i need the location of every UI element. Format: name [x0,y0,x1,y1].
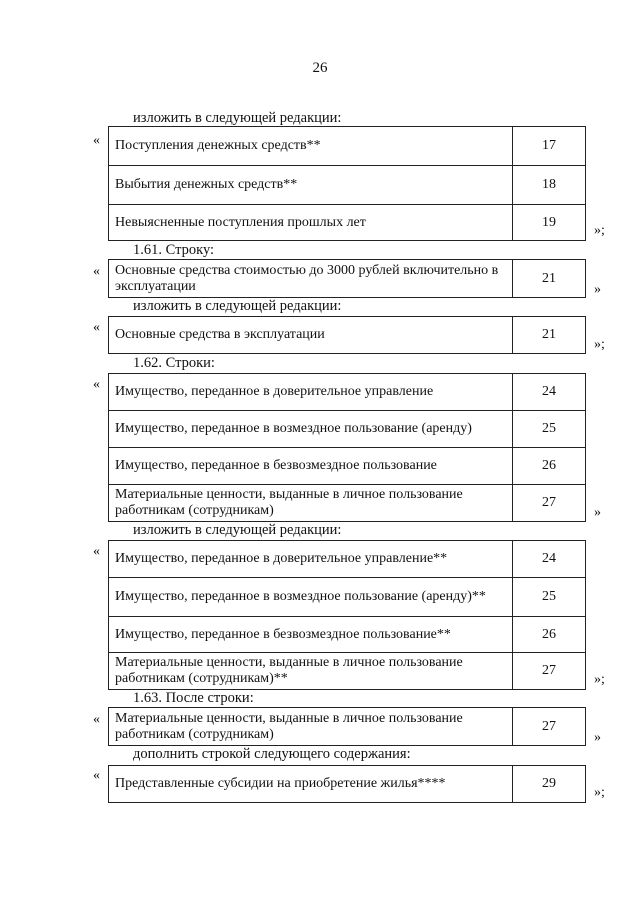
row-name: Имущество, переданное в доверительное управление [109,374,513,411]
row-code: 25 [513,578,586,617]
row-name: Имущество, переданное в доверительное управление** [109,541,513,578]
table-row [109,448,586,485]
instruction-3: изложить в следующей редакции: [133,298,342,314]
row-name: Основные средства стоимостью до 3000 рублей включительно в эксплуатации [109,260,513,298]
table-row [109,166,586,205]
open-quote-1: « [93,133,100,148]
row-name: Представленные субсидии на приобретение жилья**** [109,766,513,803]
open-quote-3: « [93,320,100,335]
row-code: 27 [513,708,586,746]
row-code: 26 [513,448,586,485]
instruction-2: 1.61. Строку: [133,242,215,258]
row-code: 26 [513,617,586,653]
row-name: Имущество, переданное в возмездное пользование (аренду) [109,411,513,448]
open-quote-6: « [93,712,100,727]
instruction-1: изложить в следующей редакции: [133,110,342,126]
open-quote-7: « [93,768,100,783]
row-code: 19 [513,205,586,241]
table-row [109,485,586,522]
table-3 [108,316,586,354]
table-7 [108,765,586,803]
close-quote-1: »; [594,223,605,238]
row-code: 17 [513,127,586,166]
row-name: Имущество, переданное в возмездное пользование (аренду)** [109,578,513,617]
row-name: Основные средства в эксплуатации [109,317,513,354]
table-6 [108,707,586,746]
instruction-7: дополнить строкой следующего содержания: [133,746,411,762]
table-row [109,617,586,653]
close-quote-2: » [594,282,601,297]
table-2 [108,259,586,298]
open-quote-5: « [93,544,100,559]
row-code: 21 [513,260,586,298]
close-quote-3: »; [594,337,605,352]
row-name: Выбытия денежных средств** [109,166,513,205]
page-number: 26 [312,60,328,76]
table-5 [108,540,586,690]
table-row [109,411,586,448]
instruction-5: изложить в следующей редакции: [133,522,342,538]
row-name: Имущество, переданное в безвозмездное пользование** [109,617,513,653]
table-row [109,653,586,690]
table-row [109,766,586,803]
open-quote-4: « [93,377,100,392]
instruction-6: 1.63. После строки: [133,690,254,706]
table-row [109,205,586,241]
table-row [109,127,586,166]
close-quote-6: » [594,730,601,745]
table-1 [108,126,586,241]
row-code: 24 [513,541,586,578]
table-row [109,374,586,411]
table-row [109,578,586,617]
row-code: 25 [513,411,586,448]
row-code: 24 [513,374,586,411]
table-row [109,708,586,746]
table-row [109,260,586,298]
open-quote-2: « [93,264,100,279]
row-code: 21 [513,317,586,354]
row-name: Поступления денежных средств** [109,127,513,166]
row-code: 27 [513,485,586,522]
close-quote-4: » [594,505,601,520]
table-4 [108,373,586,522]
close-quote-7: »; [594,785,605,800]
row-name: Материальные ценности, выданные в личное пользование работникам (сотрудникам) [109,485,513,522]
close-quote-5: »; [594,672,605,687]
row-code: 18 [513,166,586,205]
row-code: 27 [513,653,586,690]
table-row [109,317,586,354]
table-row [109,541,586,578]
row-name: Материальные ценности, выданные в личное пользование работникам (сотрудникам) [109,708,513,746]
row-code: 29 [513,766,586,803]
row-name: Материальные ценности, выданные в личное пользование работникам (сотрудникам)** [109,653,513,690]
row-name: Невыясненные поступления прошлых лет [109,205,513,241]
row-name: Имущество, переданное в безвозмездное пользование [109,448,513,485]
instruction-4: 1.62. Строки: [133,355,215,371]
